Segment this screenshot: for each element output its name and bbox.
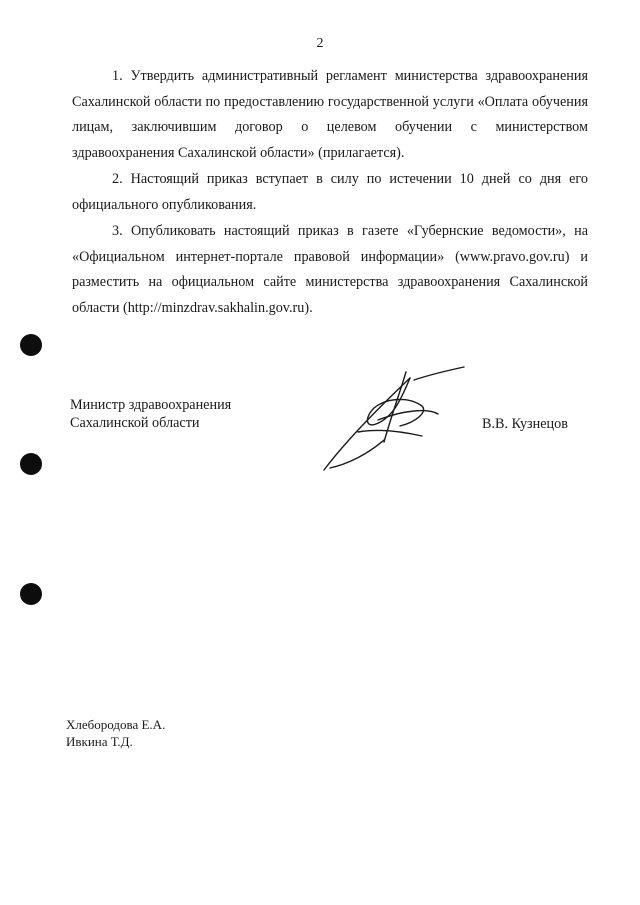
signer-title-line-1: Министр здравоохранения (70, 397, 232, 413)
punch-hole (20, 583, 42, 605)
signer-name: В.В. Кузнецов (482, 416, 568, 432)
page-number: 2 (316, 36, 324, 51)
executors-block (66, 716, 165, 750)
punch-hole (20, 453, 42, 475)
executor-name: Ивкина Т.Д. (66, 734, 133, 749)
paragraph-1: 1. Утвердить административный регламент министерства здравоохранения Сахалинской области по предоставлению государственной услуги «Оплата обучения лицам, заключившим договор о целевом обучении с министерством здравоохранения Сахалинской области» (прилагается). (72, 68, 588, 161)
signer-title (70, 396, 231, 432)
paragraph-3: 3. Опубликовать настоящий приказ в газете «Губернские ведомости», на «Официальном интернет-портале правовой информации» (www.pravo.gov.ru) и разместить на официальном сайте министерства здравоохранения Сахалинской области (http://minzdrav.sakhalin.gov.ru). (72, 223, 588, 316)
paragraph-2: 2. Настоящий приказ вступает в силу по истечении 10 дней со дня его официального опубликования. (72, 171, 588, 213)
signer-title-line-2: Сахалинской области (70, 415, 200, 431)
executor-name: Хлебородова Е.А. (66, 717, 166, 732)
punch-hole (20, 334, 42, 356)
handwritten-signature (318, 362, 478, 474)
